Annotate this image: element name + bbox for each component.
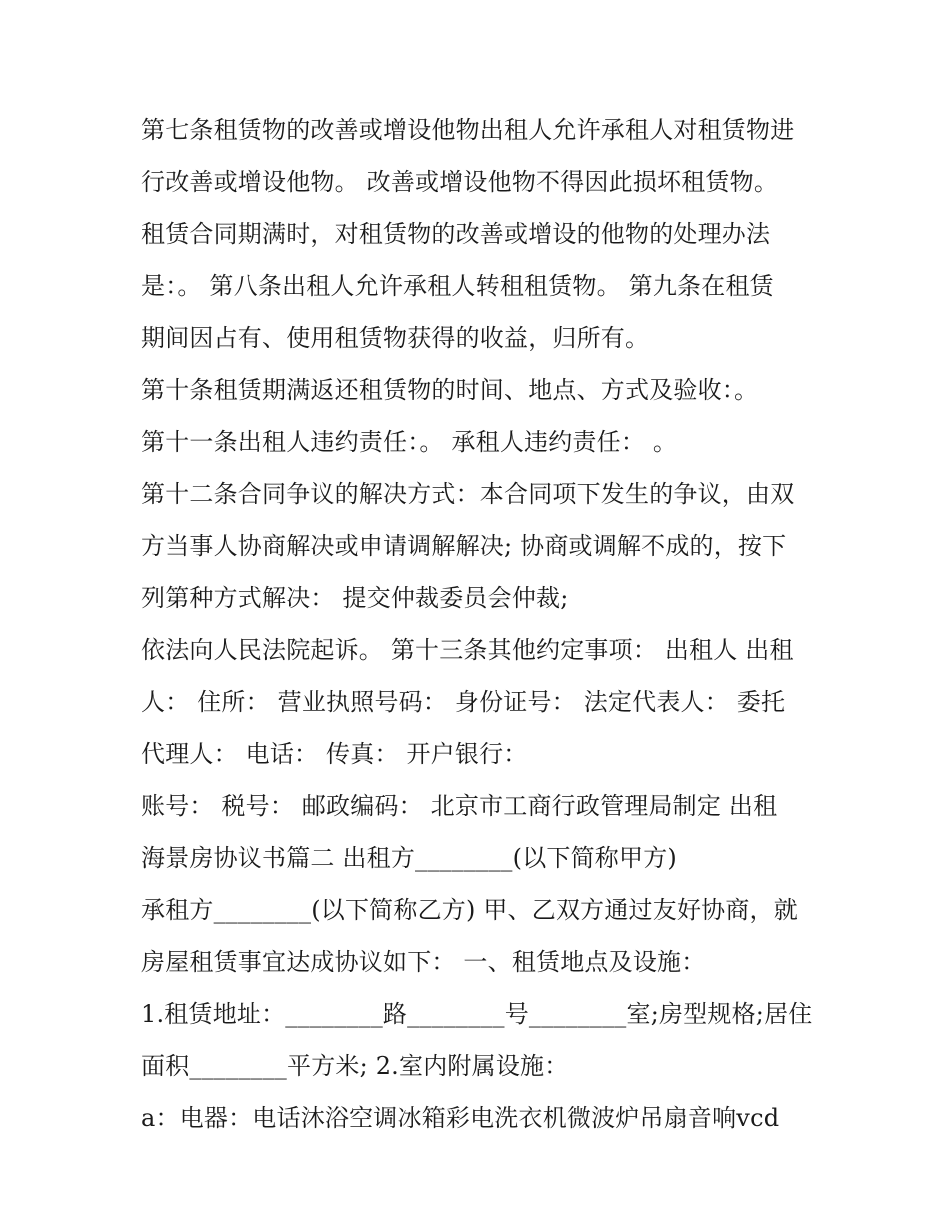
text-line: 人： 住所： 营业执照号码： 身份证号： 法定代表人： 委托 <box>141 688 786 716</box>
text-line: 是：。 第八条出租人允许承租人转租租赁物。 第九条在租赁 <box>141 272 774 300</box>
text-line: 代理人： 电话： 传真： 开户银行： <box>141 740 528 768</box>
text-line: 海景房协议书篇二 出租方________(以下简称甲方) <box>141 844 677 872</box>
text-line: 租赁合同期满时，对租赁物的改善或增设的他物的处理办法 <box>141 220 771 248</box>
text-line: 期间因占有、使用租赁物获得的收益，归所有。 <box>141 324 650 352</box>
text-line: 第七条租赁物的改善或增设他物出租人允许承租人对租赁物进 <box>141 116 795 144</box>
text-line: 面积________平方米; 2.室内附属设施： <box>141 1052 569 1080</box>
text-line: 第十一条出租人违约责任：。 承租人违约责任： 。 <box>141 428 678 456</box>
document-body <box>141 104 821 1144</box>
text-line: 方当事人协商解决或申请调解解决; 协商或调解不成的，按下 <box>141 532 787 560</box>
text-line: 第十二条合同争议的解决方式：本合同项下发生的争议，由双 <box>141 480 795 508</box>
text-line: 1.租赁地址：________路________号________室;房型规格;居住 <box>141 1000 813 1028</box>
text-line: 第十条租赁期满返还租赁物的时间、地点、方式及验收：。 <box>141 376 759 404</box>
text-line: 账号： 税号： 邮政编码： 北京市工商行政管理局制定 出租 <box>141 792 778 820</box>
text-line: 行改善或增设他物。 改善或增设他物不得因此损坏租赁物。 <box>141 168 779 196</box>
text-line: 房屋租赁事宜达成协议如下： 一、租赁地点及设施： <box>141 948 706 976</box>
text-line: a：电器：电话沐浴空调冰箱彩电洗衣机微波炉吊扇音响vcd <box>141 1104 780 1132</box>
text-line: 承租方________(以下简称乙方) 甲、乙双方通过友好协商，就 <box>141 896 798 924</box>
text-line: 列第种方式解决： 提交仲裁委员会仲裁; <box>141 584 569 612</box>
text-line: 依法向人民法院起诉。 第十三条其他约定事项： 出租人 出租 <box>141 636 794 664</box>
